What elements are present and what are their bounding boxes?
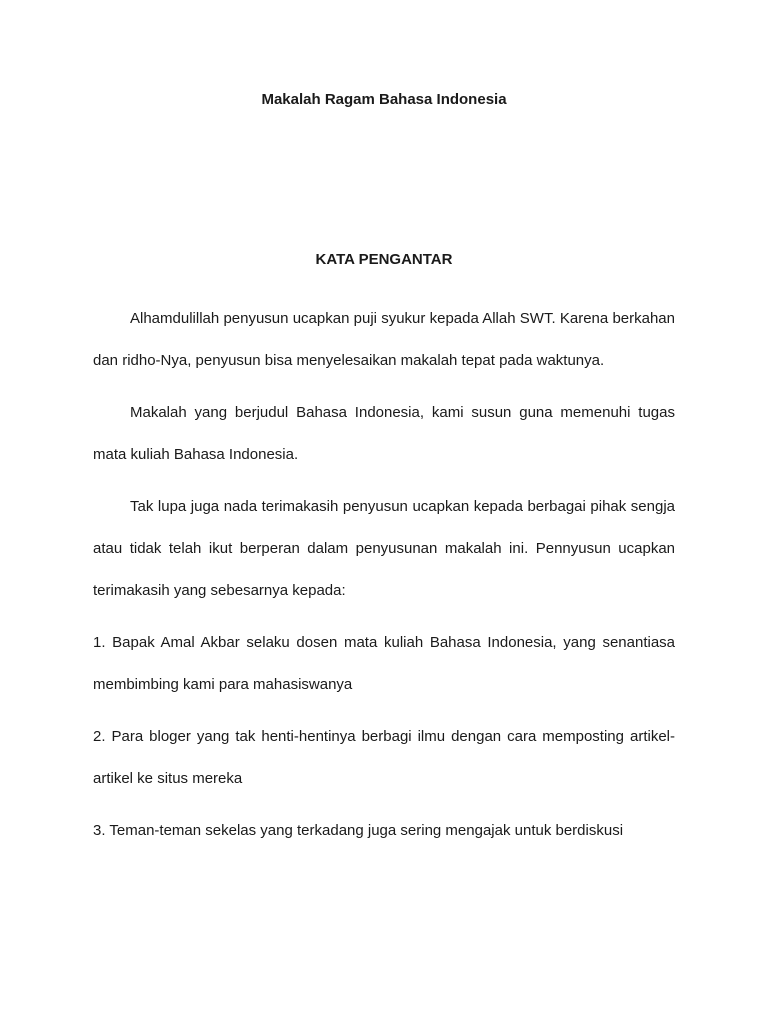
paragraph: Makalah yang berjudul Bahasa Indonesia, kami susun guna memenuhi tugas mata kuliah Bahasa Indonesia. [93,404,675,463]
list-item: 2. Para bloger yang tak henti-hentinya berbagi ilmu dengan cara memposting artikel-artikel ke situs mereka [93,728,675,787]
paragraph: Alhamdulillah penyusun ucapkan puji syukur kepada Allah SWT. Karena berkahan dan ridho-Nya, penyusun bisa menyelesaikan makalah tepat pada waktunya. [93,310,675,369]
document-body [93,298,675,862]
list-item: 1. Bapak Amal Akbar selaku dosen mata kuliah Bahasa Indonesia, yang senantiasa membimbing kami para mahasiswanya [93,634,675,693]
section-heading: KATA PENGANTAR [315,251,453,268]
document-title: Makalah Ragam Bahasa Indonesia [261,91,507,108]
list-item: 3. Teman-teman sekelas yang terkadang juga sering mengajak untuk berdiskusi [93,822,624,839]
paragraph: Tak lupa juga nada terimakasih penyusun ucapkan kepada berbagai pihak sengja atau tidak telah ikut berperan dalam penyusunan makalah ini. Pennyusun ucapkan terimakasih yang sebesarnya kepada: [93,498,675,599]
